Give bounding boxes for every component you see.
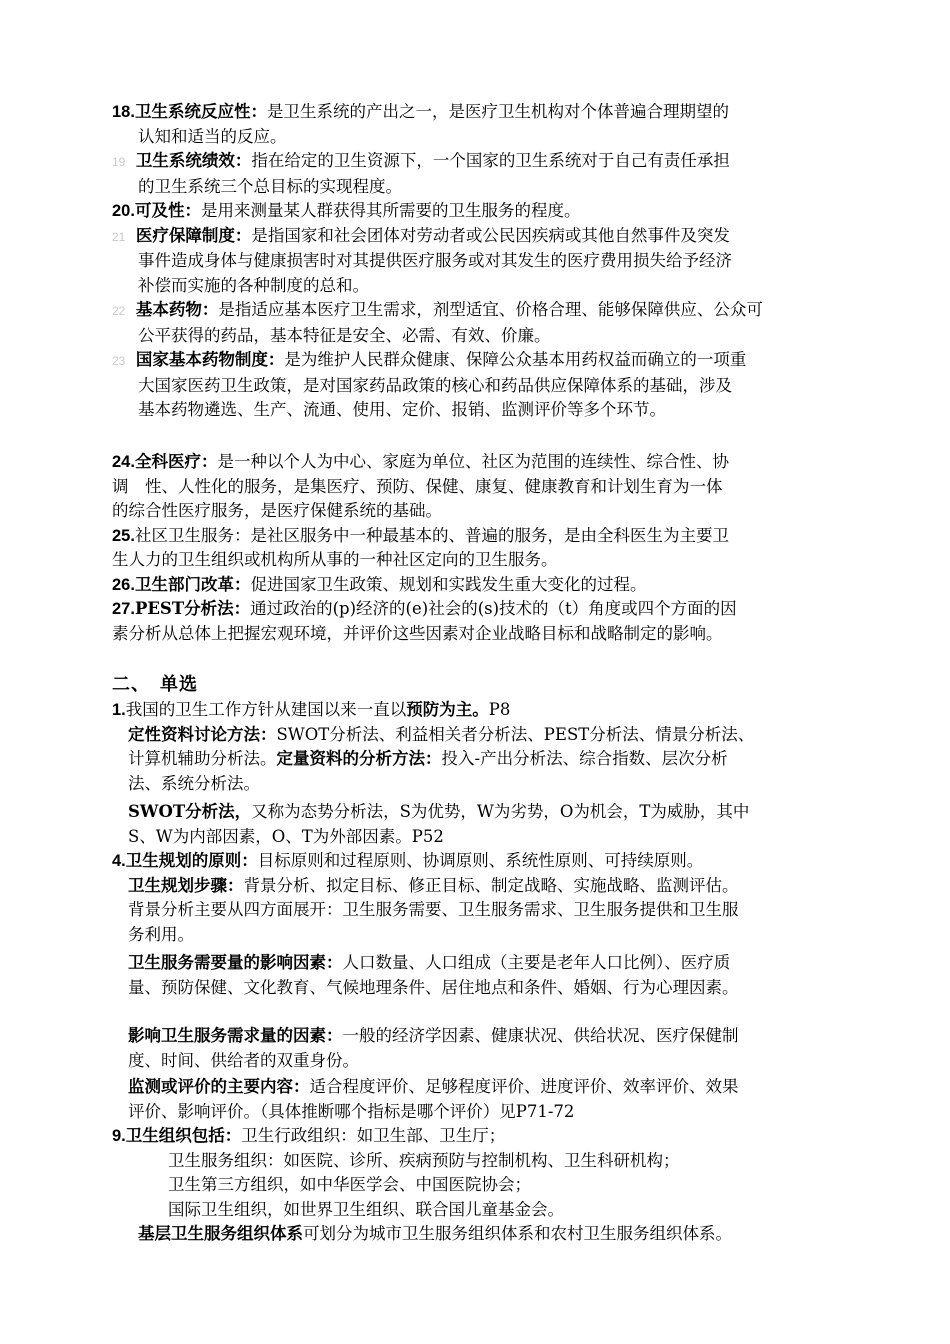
list-item: 21 医疗保障制度：是指国家和社会团体对劳动者或公民因疾病或其他自然事件及突发 (112, 225, 730, 245)
list-item: 1.我国的卫生工作方针从建国以来一直以预防为主。P8 (112, 700, 511, 719)
list-item: 监测或评价的主要内容：适合程度评价、足够程度评价、进度评价、效率评价、效果 (128, 1077, 739, 1096)
list-item: 20.可及性：是用来测量某人群获得其所需要的卫生服务的程度。 (112, 201, 581, 220)
list-item: 定性资料讨论方法：SWOT分析法、利益相关者分析法、PEST分析法、情景分析法、 (128, 724, 755, 744)
list-item: 27.PEST分析法：通过政治的(p)经济的(e)社会的(s)技术的（t）角度或四个方面的因 (112, 599, 737, 618)
list-item: 18.卫生系统反应性：是卫生系统的产出之一，是医疗卫生机构对个体普遍合理期望的 (112, 102, 729, 121)
definitions-block-1: 18.卫生系统反应性：是卫生系统的产出之一，是医疗卫生机构对个体普遍合理期望的 认知和适当的反应。 19 卫生系统绩效：指在给定的卫生资源下，一个国家的卫生系统对于自己有责任承担 的卫生系统三个总目标的实现程度。 20.可及性：是用来测量某人群获得其所需要的卫生服务的程度。 21 医疗保障制度：是指国家和社会团体对劳动者或公民因疾病或其他自然事件及突发 事件造成身体与健康损害时对其提供医疗服务或对其发生的医疗费用损失给予经济 补偿而实施的各种制度的总和。 22 基本药物：是指适应基本医疗卫生需求，剂型适宜、价格合理、能够保障供应、公众可 公平获得的药品，基本特征是安全、必需、有效、价廉。 23 国家基本药物制度：是为维护人民群众健康、保障公众基本用药权益而确立的一项重 大国家医药卫生政策，是对国家药品政策的核心和药品供应保障体系的基础，涉及 基本药物遴选、生产、流通、使用、定价、报销、监测评价等多个环节。 (112, 100, 852, 423)
list-item: 26.卫生部门改革：促进国家卫生政策、规划和实践发生重大变化的过程。 (112, 574, 647, 594)
definitions-block-2: 24.全科医疗：是一种以个人为中心、家庭为单位、社区为范围的连续性、综合性、协 调 性、人性化的服务，是集医疗、预防、保健、康复、健康教育和计划生育为一体 的综合性医疗服务，是医疗保健系统的基础。 25.社区卫生服务：是社区服务中一种最基本的、普遍的服务，是由全科医生为主要卫 生人力的卫生组织或机构所从事的一种社区定向的卫生服务。 26.卫生部门改革：促进国家卫生政策、规划和实践发生重大变化的过程。 27.PEST分析法：通过政治的(p)经济的(e)社会的(s)技术的（t）角度或四个方面的因 素分析从总体上把握宏观环境，并评价这些因素对企业战略目标和战略制定的影响。 (112, 450, 852, 646)
list-item: 19 卫生系统绩效：指在给定的卫生资源下，一个国家的卫生系统对于自己有责任承担 (112, 151, 730, 170)
list-item: 影响卫生服务需求量的因素：一般的经济学因素、健康状况、供给状况、医疗保健制 (128, 1026, 739, 1045)
list-item: 22 基本药物：是指适应基本医疗卫生需求，剂型适宜、价格合理、能够保障供应、公众可 (112, 300, 763, 319)
list-item: 卫生规划步骤：背景分析、拟定目标、修正目标、制定战略、实施战略、监测评估。 (128, 875, 739, 895)
list-item: 24.全科医疗：是一种以个人为中心、家庭为单位、社区为范围的连续性、综合性、协 (112, 452, 729, 471)
list-item: 25.社区卫生服务：是社区服务中一种最基本的、普遍的服务，是由全科医生为主要卫 (112, 525, 729, 545)
section-heading: 二、 单选 (112, 674, 198, 695)
list-item: 4.卫生规划的原则：目标原则和过程原则、协调原则、系统性原则、可持续原则。 (112, 851, 704, 870)
list-item: 9.卫生组织包括：卫生行政组织：如卫生部、卫生厅； (112, 1126, 506, 1145)
list-item: 基层卫生服务组织体系可划分为城市卫生服务组织体系和农村卫生服务组织体系。 (138, 1224, 732, 1243)
list-item: 卫生服务需要量的影响因素：人口数量、人口组成（主要是老年人口比例）、医疗质 (128, 953, 731, 972)
list-item: SWOT分析法，又称为态势分析法，S为优势，W为劣势，O为机会，T为威胁，其中 (128, 802, 750, 821)
single-choice-block: 1.我国的卫生工作方针从建国以来一直以预防为主。P8 定性资料讨论方法：SWOT分析法、利益相关者分析法、PEST分析法、情景分析法、 计算机辅助分析法。定量资料的分析方法：投入-产出分析法、综合指数、层次分析 法、系统分析法。 SWOT分析法，又称为态势分析法，S为优势，W为劣势，O为机会，T为威胁，其中 S、W为内部因素，O、T为外部因素。P52 4.卫生规划的原则：目标原则和过程原则、协调原则、系统性原则、可持续原则。 卫生规划步骤：背景分析、拟定目标、修正目标、制定战略、实施战略、监测评估。 背景分析主要从四方面展开：卫生服务需要、卫生服务需求、卫生服务提供和卫生服 务利用。 卫生服务需要量的影响因素：人口数量、人口组成（主要是老年人口比例）、医疗质 量、预防保健、文化教育、气候地理条件、居住地点和条件、婚姻、行为心理因素。 影响卫生服务需求量的因素：一般的经济学因素、健康状况、供给状况、医疗保健制 度、时间、供给者的双重身份。 监测或评价的主要内容：适合程度评价、足够程度评价、进度评价、效率评价、效果 评价、影响评价。（具体推断哪个指标是哪个评价）见P71-72 9.卫生组织包括：卫生行政组织：如卫生部、卫生厅； 卫生服务组织：如医院、诊所、疾病预防与控制机构、卫生科研机构； 卫生第三方组织，如中华医学会、中国医院协会； 国际卫生组织，如世界卫生组织、联合国儿童基金会。 基层卫生服务组织体系可划分为城市卫生服务组织体系和农村卫生服务组织体系。 (112, 698, 852, 1247)
list-item: 23 国家基本药物制度：是为维护人民群众健康、保障公众基本用药权益而确立的一项重 (112, 350, 747, 369)
